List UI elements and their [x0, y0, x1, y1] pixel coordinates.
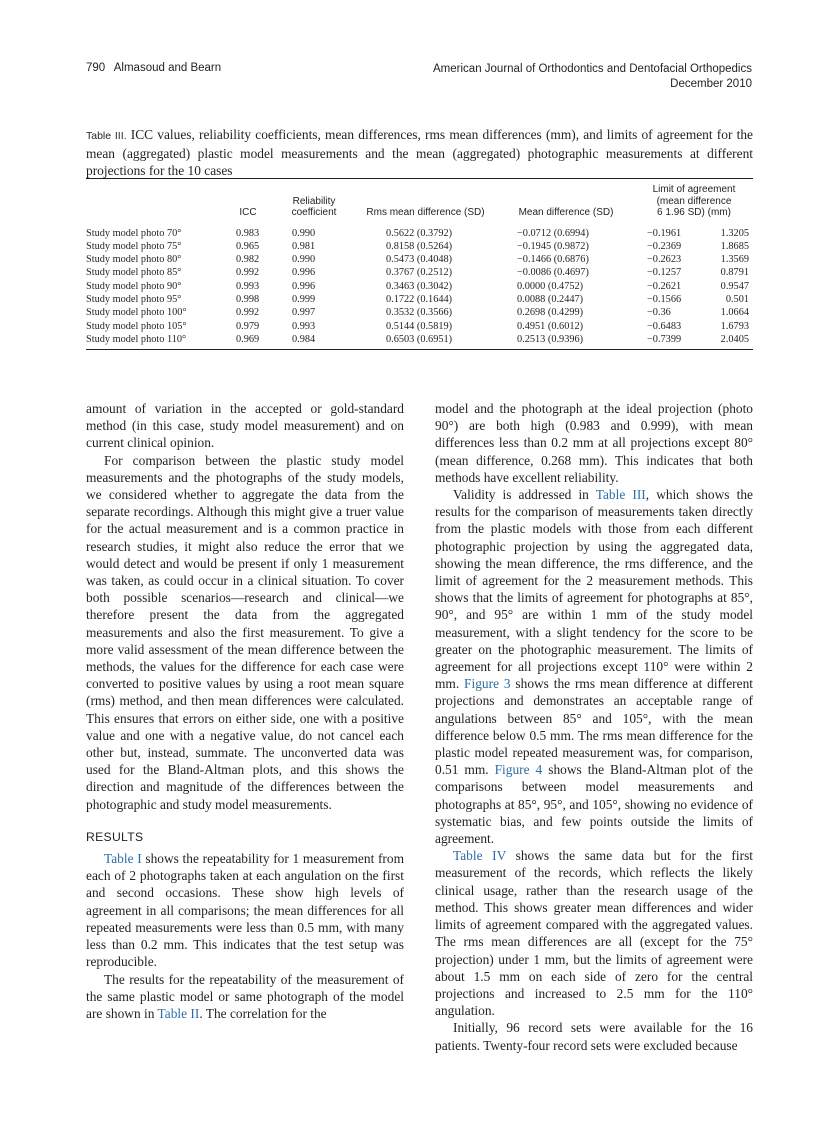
- section-heading-results: RESULTS: [86, 829, 144, 844]
- cell-icc: 0.998: [236, 293, 260, 305]
- cell-loa-lower: −0.1961: [647, 227, 682, 239]
- cell-loa-lower: −0.2623: [647, 254, 682, 266]
- table-row: [86, 333, 753, 349]
- cell-loa-lower: −0.6483: [647, 320, 682, 332]
- paragraph: [86, 971, 404, 1023]
- issue-date: December 2010: [670, 78, 752, 90]
- cell-loa-upper: 1.3569: [720, 254, 749, 266]
- paragraph-text: shows the repeatability for 1 measurement from each of 2 photographs taken at each angulation on the first and second occasions. These show high levels of agreement in all comparisons; the mean differences for all repeated measurements were less than 0.5 mm, with many less than 0.2 mm. This indicates that the test setup was reproducible.: [86, 851, 405, 970]
- row-label: Study model photo 70°: [86, 227, 182, 239]
- paragraph: [86, 850, 404, 970]
- header-loa-line1: Limit of agreement: [652, 184, 736, 195]
- table-row: [86, 253, 753, 266]
- paragraph-text: shows the rms mean difference at different projections and demonstrates an acceptable range of angulations between 85° and 105°, with the mean difference below 0.5 mm. The rms mean difference for the plastic model repeated measurement was, for comparison, 0.51 mm.: [435, 676, 753, 778]
- cell-loa-upper: 0.501: [725, 293, 749, 305]
- cell-reliability: 0.996: [292, 280, 316, 292]
- cell-icc: 0.969: [236, 333, 260, 345]
- cell-loa-lower: −0.1566: [647, 293, 682, 305]
- paragraph: [435, 486, 753, 847]
- data-table: [86, 179, 753, 349]
- cell-rms: 0.5144 (0.5819): [386, 320, 453, 332]
- table-row: [86, 223, 753, 240]
- header-reliability: [274, 179, 354, 223]
- cell-mean: −0.1945 (0.9872): [517, 240, 589, 252]
- row-label: Study model photo 105°: [86, 320, 187, 332]
- cell-reliability: 0.990: [292, 227, 316, 239]
- row-label: Study model photo 100°: [86, 307, 187, 319]
- cell-icc: 0.993: [236, 280, 260, 292]
- table-body: [86, 223, 753, 350]
- right-column: [435, 400, 753, 1054]
- header-loa-line2: (mean difference: [656, 195, 732, 207]
- paragraph: amount of variation in the accepted or gold-standard method (in this case, study model measurement) and on current clinical opinion.: [86, 401, 404, 451]
- cell-rms: 0.1722 (0.1644): [386, 293, 453, 305]
- table-row: [86, 266, 753, 279]
- cell-reliability: 0.997: [292, 307, 316, 319]
- paragraph: For comparison between the plastic study model measurements and the photographs of the study models, we considered whether to aggregate the data from the separate recordings. Although this might give a truer value for the actual measurement and is a common practice in research studies, it might also reduce the error that we would detect and would be present if only 1 measurement was taken, as could occur in a clinical situation. To cover both possible scenarios—research and clinical—we therefore present the data from the aggregated measurements and also the first measurement. To give a more valid assessment of the mean difference between the methods, the values for the difference for each case were converted to positive values by using a root mean square (rms) method, and then mean differences were calculated. This ensures that errors on either side, one with a positive value and one with a negative value, do not cancel each other but, instead, summate. The unconverted data was used for the Bland-Altman plots, and this shows the direction and magnitude of the differences between the photographic and study model measurements.: [86, 452, 404, 812]
- row-label: Study model photo 95°: [86, 293, 182, 305]
- cell-reliability: 0.999: [292, 293, 316, 305]
- cell-loa-upper: 1.6793: [720, 320, 749, 332]
- paragraph-text: . The correlation for the: [199, 1005, 327, 1021]
- paragraph-text: , which shows the results for the comparison of measurements taken directly from the plastic models with those from each different photographic projection by using the aggregated data, showing the mean difference, the rms difference, and the limit of agreement for the 2 measurement methods. This shows that the limits of agreement for photographs at 85°, 90°, and 95° are within 1 mm of the study model measurement, with a slight tendency for the score to be greater on the photographic measurement. The limits of agreement for all projections except 110° were within 2 mm.: [435, 487, 753, 692]
- header-reliability-line1: Reliability: [292, 195, 336, 207]
- table-i-link[interactable]: Table I: [104, 851, 142, 867]
- cell-icc: 0.965: [236, 240, 260, 252]
- table-caption: [86, 126, 753, 180]
- cell-rms: 0.8158 (0.5264): [386, 240, 453, 252]
- cell-rms: 0.3463 (0.3042): [386, 280, 453, 292]
- cell-mean: 0.2513 (0.9396): [517, 333, 584, 345]
- cell-reliability: 0.993: [292, 320, 316, 332]
- cell-loa-upper: 0.9547: [720, 280, 749, 292]
- cell-icc: 0.992: [236, 267, 260, 279]
- header-mean: Mean difference (SD): [518, 207, 614, 218]
- row-label: Study model photo 85°: [86, 267, 182, 279]
- cell-loa-upper: 2.0405: [720, 333, 749, 345]
- cell-loa-upper: 0.8791: [720, 267, 749, 279]
- table-ii-link[interactable]: Table II: [157, 1005, 200, 1021]
- cell-reliability: 0.984: [292, 333, 316, 345]
- table-row: [86, 280, 753, 293]
- cell-loa-lower: −0.2369: [647, 240, 682, 252]
- header-limit-of-agreement: [635, 179, 753, 223]
- cell-rms: 0.6503 (0.6951): [386, 333, 453, 345]
- row-label: Study model photo 75°: [86, 240, 182, 252]
- header-loa-line3: 6 1.96 SD) (mm): [657, 207, 731, 218]
- cell-rms: 0.3532 (0.3566): [386, 307, 453, 319]
- cell-icc: 0.979: [236, 320, 260, 332]
- running-header-right: [433, 62, 752, 92]
- cell-mean: −0.0086 (0.4697): [517, 267, 589, 279]
- cell-reliability: 0.996: [292, 267, 316, 279]
- authors: Almasoud and Bearn: [113, 62, 222, 74]
- row-label: Study model photo 80°: [86, 254, 182, 266]
- header-icc: ICC: [239, 207, 257, 218]
- table-iv-link[interactable]: Table IV: [453, 848, 507, 864]
- running-header-left: [86, 62, 227, 74]
- cell-mean: 0.0088 (0.2447): [517, 293, 584, 305]
- cell-mean: 0.2698 (0.4299): [517, 307, 584, 319]
- paragraph: model and the photograph at the ideal projection (photo 90°) are both high (0.983 and 0.999), with mean differences less than 0.2 mm at all projections except 80° (mean difference, 0.268 mm). This indicates that both methods have excellent reliability.: [435, 401, 753, 485]
- cell-loa-lower: −0.1257: [647, 267, 682, 279]
- figure-4-link[interactable]: Figure 4: [494, 762, 543, 778]
- cell-icc: 0.982: [236, 254, 260, 266]
- cell-loa-lower: −0.7399: [647, 333, 682, 345]
- journal-name: American Journal of Orthodontics and Dentofacial Orthopedics: [433, 63, 752, 75]
- cell-reliability: 0.981: [292, 240, 316, 252]
- cell-rms: 0.5473 (0.4048): [386, 254, 453, 266]
- table-iii: [86, 178, 753, 350]
- page-number: 790: [86, 62, 106, 74]
- paragraph-text: shows the same data but for the first measurement of the records, which reflects the likely clinical usage, rather than the research usage of the method. This shows greater mean differences and wider limits of agreement compared with the aggregated values. The rms mean differences are all (except for the 75° projection) under 1 mm, but the limits of agreement were about 1.5 mm on each side of zero for the central projections and increased to 2.5 mm for the 110° angulation.: [435, 848, 753, 1019]
- table-row: [86, 293, 753, 306]
- cell-loa-upper: 1.0664: [720, 307, 749, 319]
- cell-icc: 0.992: [236, 307, 260, 319]
- cell-mean: 0.4951 (0.6012): [517, 320, 584, 332]
- table-row: [86, 240, 753, 253]
- paragraph: Initially, 96 record sets were available for the 16 patients. Twenty-four record sets were excluded because: [435, 1020, 753, 1053]
- table-row: [86, 306, 753, 319]
- cell-rms: 0.3767 (0.2512): [386, 267, 453, 279]
- row-label: Study model photo 110°: [86, 333, 187, 345]
- cell-loa-lower: −0.2621: [647, 280, 682, 292]
- cell-loa-upper: 1.8685: [720, 240, 749, 252]
- row-label: Study model photo 90°: [86, 280, 182, 292]
- paragraph-text: The results for the repeatability of the measurement of the same plastic model or same photograph of the model are shown in: [86, 971, 404, 1021]
- paragraph: [435, 847, 753, 1019]
- table-row: [86, 320, 753, 333]
- paragraph-text: Validity is addressed in: [453, 487, 596, 503]
- table-label: Table III.: [86, 130, 127, 142]
- cell-mean: −0.0712 (0.6994): [517, 227, 589, 239]
- header-label: [86, 179, 222, 223]
- cell-mean: −0.1466 (0.6876): [517, 254, 589, 266]
- cell-icc: 0.983: [236, 227, 260, 239]
- cell-rms: 0.5622 (0.3792): [386, 227, 453, 239]
- header-rms: Rms mean difference (SD): [366, 207, 485, 218]
- cell-loa-lower: −0.36: [647, 307, 671, 319]
- table-header-row: [86, 179, 753, 223]
- table-caption-text: ICC values, reliability coefficients, mean differences, rms mean differences (mm), and limits of agreement for the mean (aggregated) plastic model measurements and the mean (aggregated) photographic measurements at different projections for the 10 cases: [86, 127, 753, 179]
- paragraph-text: shows the Bland-Altman plot of the comparisons between model measurements and photographs at 85°, 95°, and 105°, showing no evidence of systematic bias, and few points outside the limits of agreement.: [435, 762, 753, 847]
- left-column: [86, 400, 404, 1022]
- table-bottom-rule: [86, 349, 753, 350]
- figure-3-link[interactable]: Figure 3: [464, 676, 511, 692]
- header-reliability-line2: coefficient: [291, 207, 337, 218]
- table-iii-link[interactable]: Table III: [595, 487, 646, 503]
- cell-mean: 0.0000 (0.4752): [517, 280, 584, 292]
- cell-loa-upper: 1.3205: [720, 227, 749, 239]
- cell-reliability: 0.990: [292, 254, 316, 266]
